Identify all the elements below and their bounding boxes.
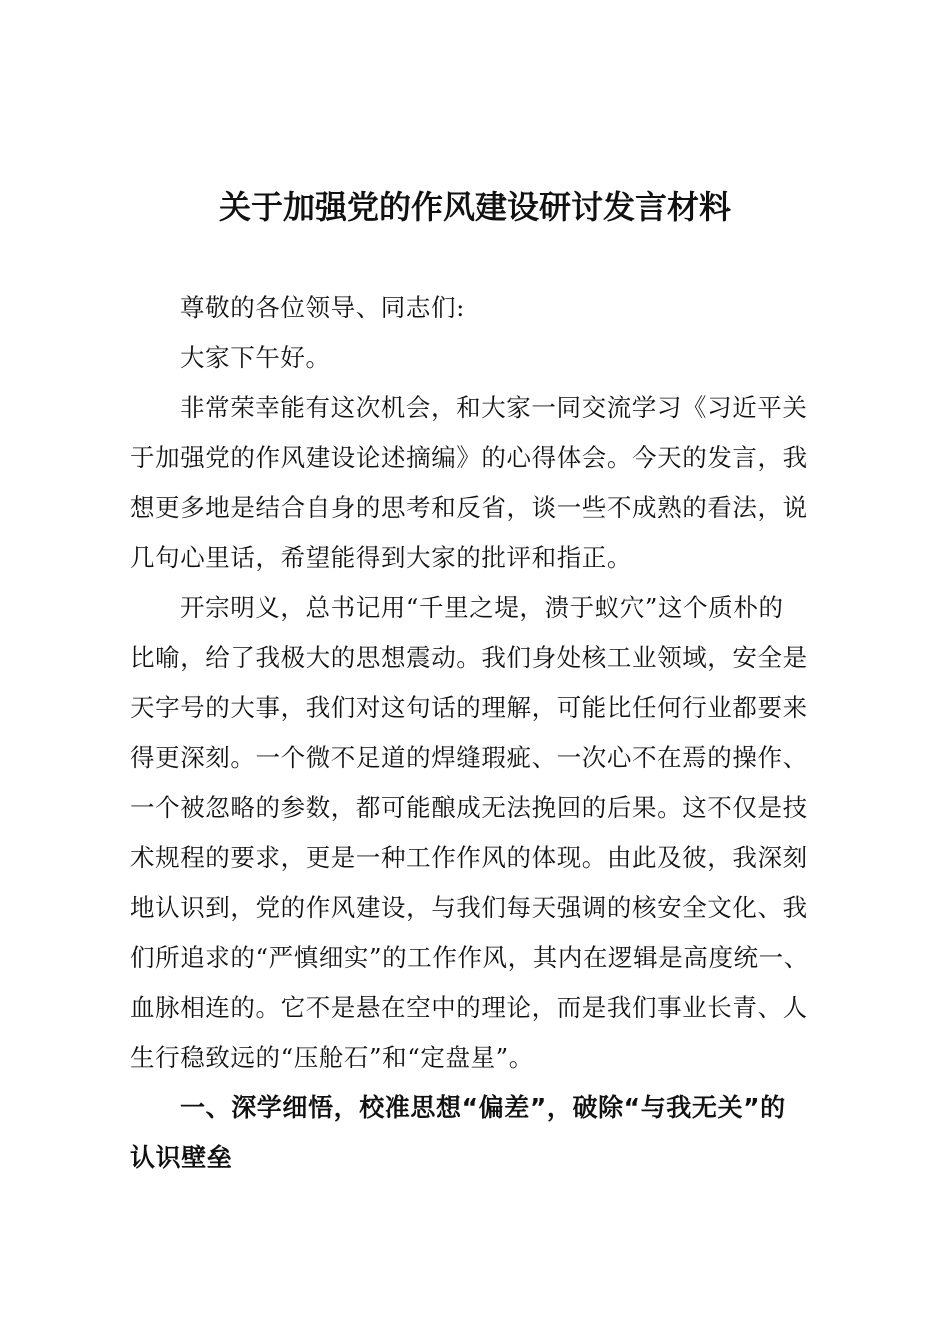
section-heading: 一、深学细悟，校准思想“偏差”，破除“与我无关”的 bbox=[180, 1093, 786, 1122]
paragraph-line: 术规程的要求，更是一种工作作风的体现。由此及彼，我深刻 bbox=[130, 843, 808, 872]
paragraph-line: 血脉相连的。它不是悬在空中的理论，而是我们事业长青、人 bbox=[130, 993, 808, 1022]
paragraph-line: 几句心里话，希望能得到大家的批评和指正。 bbox=[130, 543, 632, 572]
paragraph-line: 开宗明义，总书记用“千里之堤，溃于蚁穴”这个质朴的 bbox=[180, 593, 784, 622]
paragraph-line: 天字号的大事，我们对这句话的理解，可能比任何行业都要来 bbox=[130, 693, 808, 722]
paragraph-line: 比喻，给了我极大的思想震动。我们身处核工业领域，安全是 bbox=[130, 643, 808, 672]
paragraph-line: 得更深刻。一个微不足道的焊缝瑕疵、一次心不在焉的操作、 bbox=[130, 743, 808, 772]
paragraph-line: 们所追求的“严慎细实”的工作作风，其内在逻辑是高度统一、 bbox=[130, 943, 809, 972]
salutation: 尊敬的各位领导、同志们: bbox=[180, 293, 465, 322]
paragraph-line: 地认识到，党的作风建设，与我们每天强调的核安全文化、我 bbox=[130, 893, 808, 922]
paragraph-line: 生行稳致远的“压舱石”和“定盘星”。 bbox=[130, 1043, 534, 1072]
paragraph-line: 一个被忽略的参数，都可能酿成无法挽回的后果。这不仅是技 bbox=[130, 793, 808, 822]
document-title: 关于加强党的作风建设研讨发言材料 bbox=[218, 188, 731, 226]
paragraph-line: 于加强党的作风建设论述摘编》的心得体会。今天的发言，我 bbox=[130, 443, 808, 472]
document-body bbox=[130, 286, 850, 1186]
paragraph-line: 非常荣幸能有这次机会，和大家一同交流学习《习近平关 bbox=[180, 393, 808, 422]
greeting: 大家下午好。 bbox=[180, 343, 331, 372]
section-heading: 认识壁垒 bbox=[130, 1143, 233, 1172]
paragraph-line: 想更多地是结合自身的思考和反省，谈一些不成熟的看法，说 bbox=[130, 493, 808, 522]
